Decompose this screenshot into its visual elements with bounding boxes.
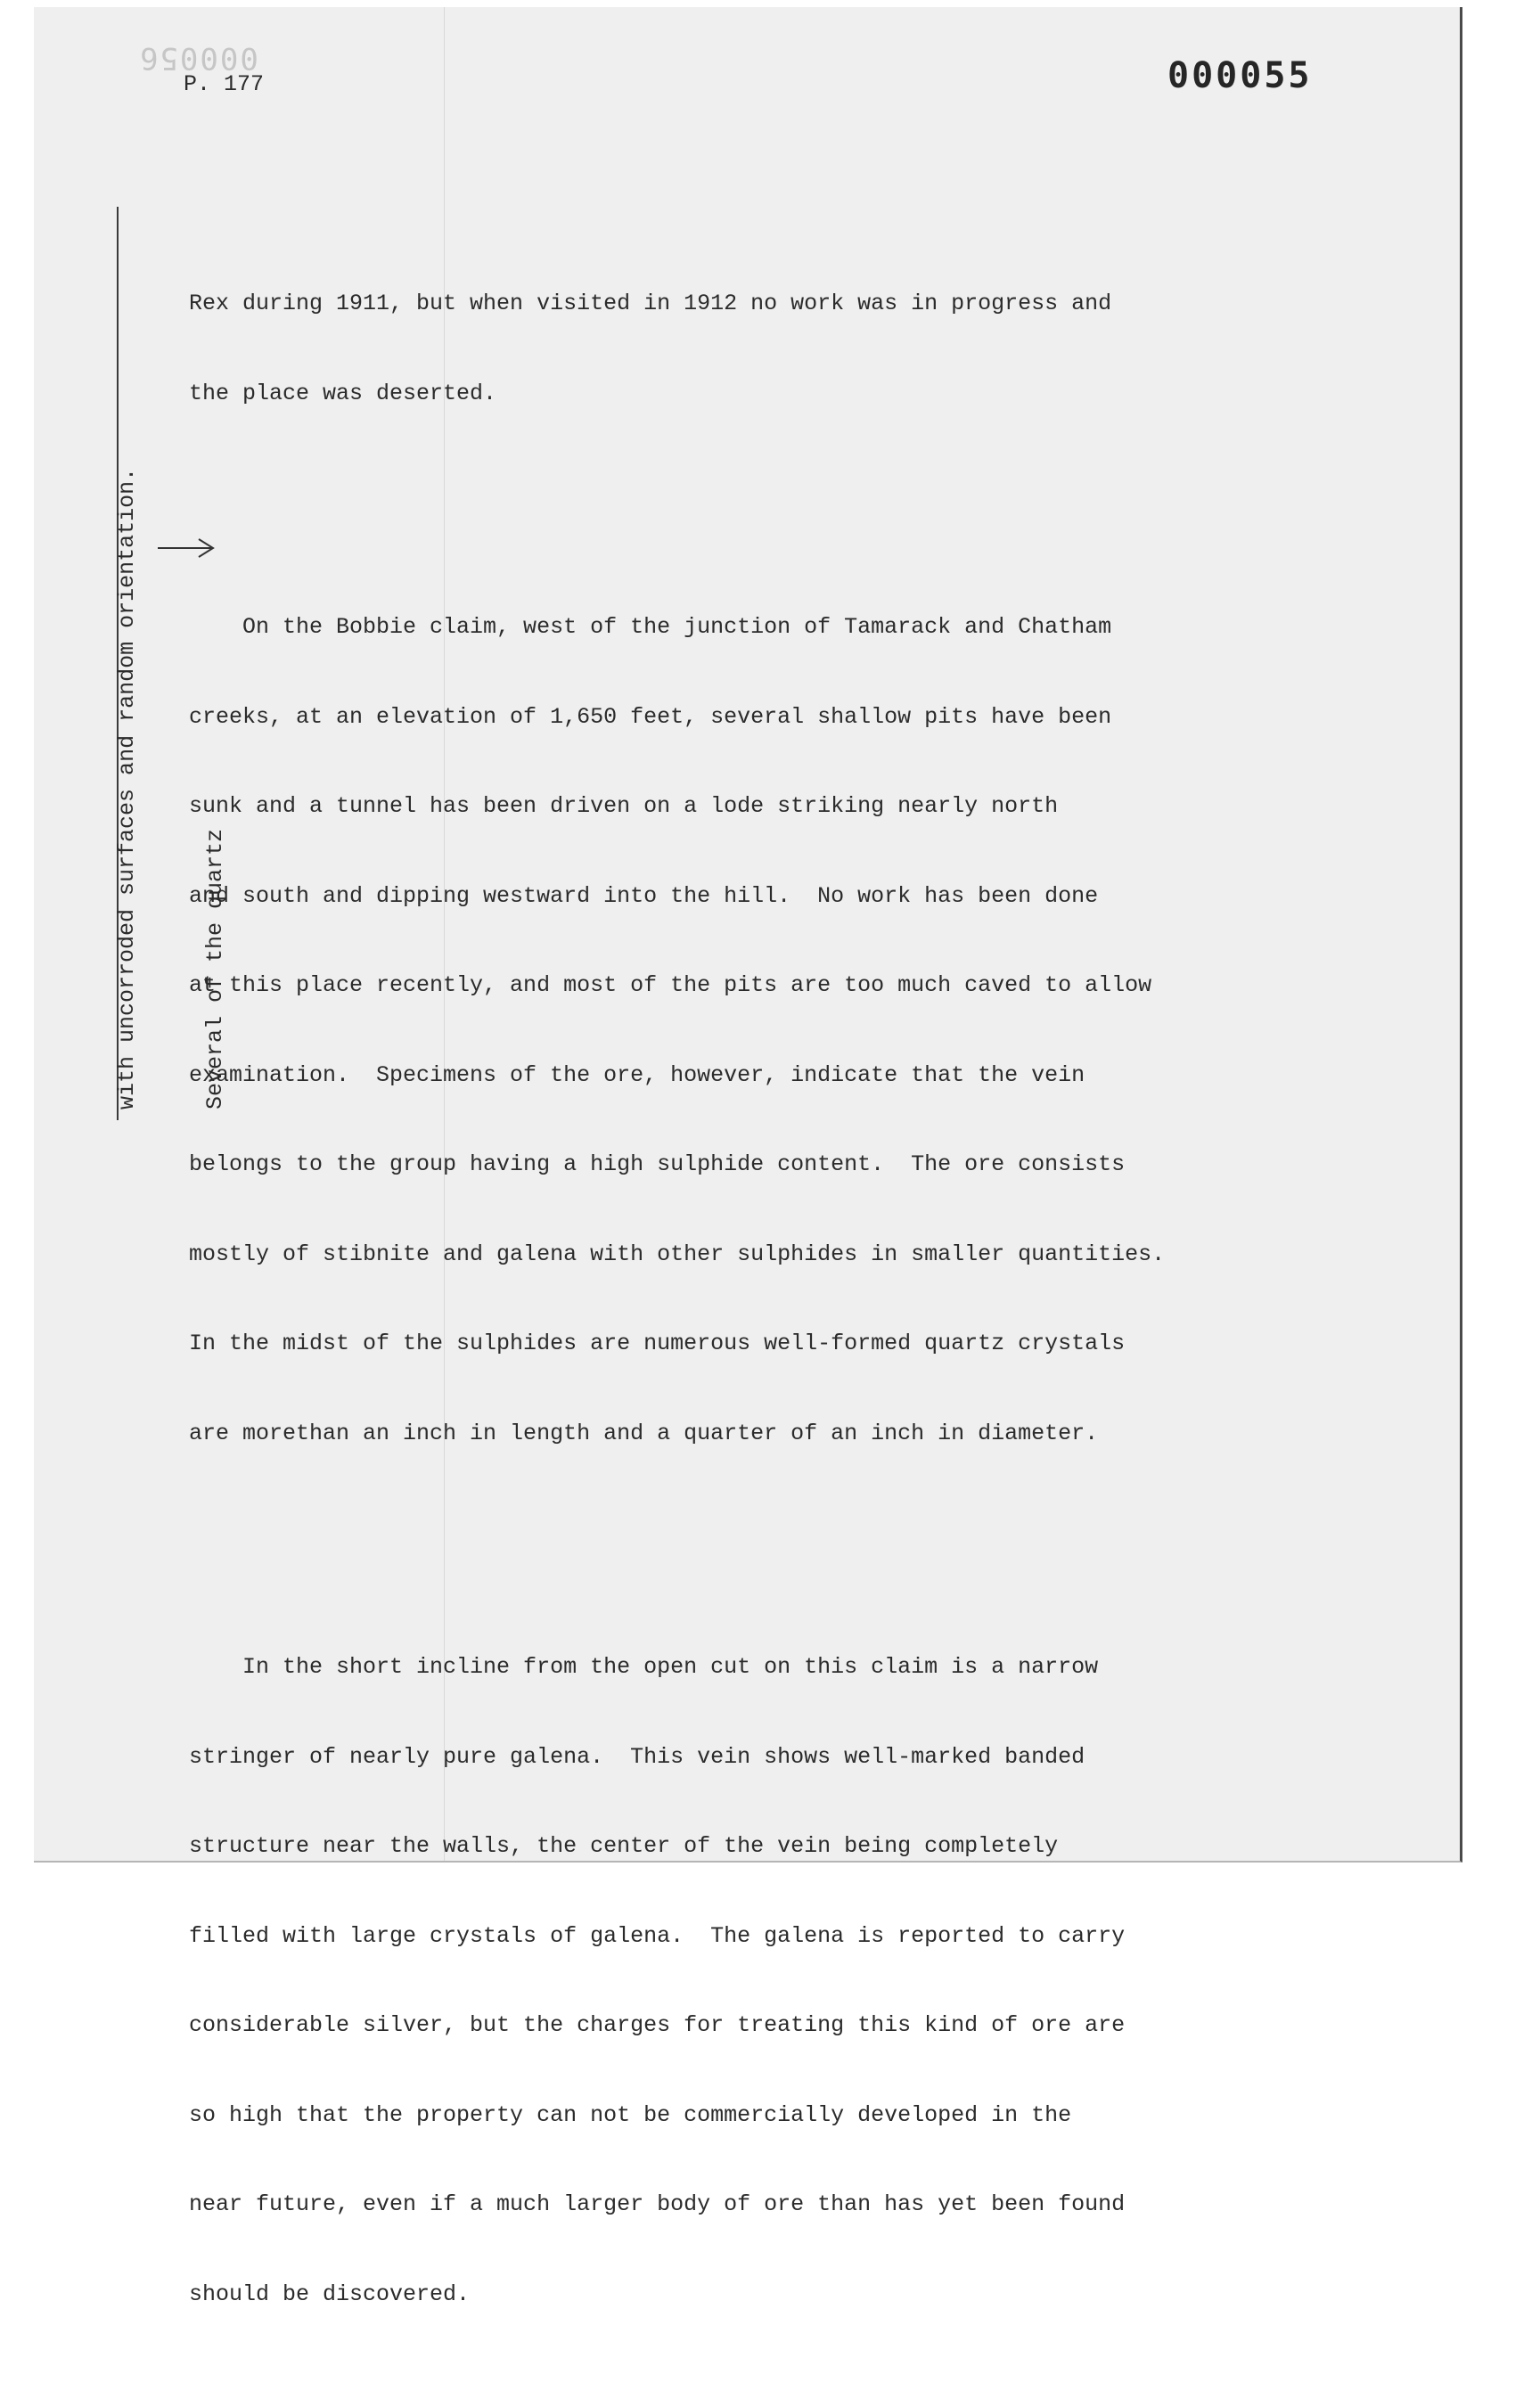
text-line: are morethan an inch in length and a quarter of an inch in diameter.	[189, 1420, 1099, 1446]
text-line: On the Bobbie claim, west of the junction of Tamarack and Chatham	[189, 614, 1112, 640]
text-line: In the short incline from the open cut on this claim is a narrow	[189, 1654, 1099, 1680]
text-line: sunk and a tunnel has been driven on a lode striking nearly north	[189, 793, 1059, 819]
text-line: mostly of stibnite and galena with other sulphides in smaller quantities.	[189, 1240, 1166, 1267]
text-line: stringer of nearly pure galena. This vein shows well-marked banded	[189, 1743, 1085, 1770]
margin-note-line: Several of the quartz	[202, 828, 228, 1109]
text-line: the place was deserted.	[189, 380, 497, 406]
text-line: examination. Specimens of the ore, however, indicate that the vein	[189, 1061, 1085, 1088]
text-line: filled with large crystals of galena. The galena is reported to carry	[189, 1922, 1126, 1949]
text-line: structure near the walls, the center of the vein being completely	[189, 1833, 1059, 1859]
paragraph-3	[189, 1593, 1348, 2369]
document-number: 000055	[1167, 55, 1313, 96]
text-line: considerable silver, but the charges for treating this kind of ore are	[189, 2012, 1126, 2038]
text-line: at this place recently, and most of the pits are too much caved to allow	[189, 972, 1152, 998]
text-line: In the midst of the sulphides are numerous well-formed quartz crystals	[189, 1331, 1126, 1356]
text-line: belongs to the group having a high sulphide content. The ore consists	[189, 1151, 1126, 1177]
text-line: and south and dipping westward into the hill. No work has been done	[189, 882, 1099, 909]
paragraph-2	[189, 553, 1348, 1508]
page-reference: P. 177	[184, 71, 265, 97]
text-line: should be discovered.	[189, 2280, 471, 2307]
faint-stamp-number: 000056	[138, 40, 258, 76]
text-line: creeks, at an elevation of 1,650 feet, several shallow pits have been	[189, 703, 1112, 730]
margin-note-line: with uncorroded surfaces and random orientation.	[114, 467, 140, 1109]
body-text	[189, 169, 1348, 2399]
text-line: so high that the property can not be commercially developed in the	[189, 2101, 1072, 2128]
paragraph-1	[189, 229, 1348, 468]
text-line: near future, even if a much larger body of ore than has yet been found	[189, 2191, 1126, 2217]
text-line: Rex during 1911, but when visited in 1912 no work was in progress and	[189, 291, 1112, 316]
